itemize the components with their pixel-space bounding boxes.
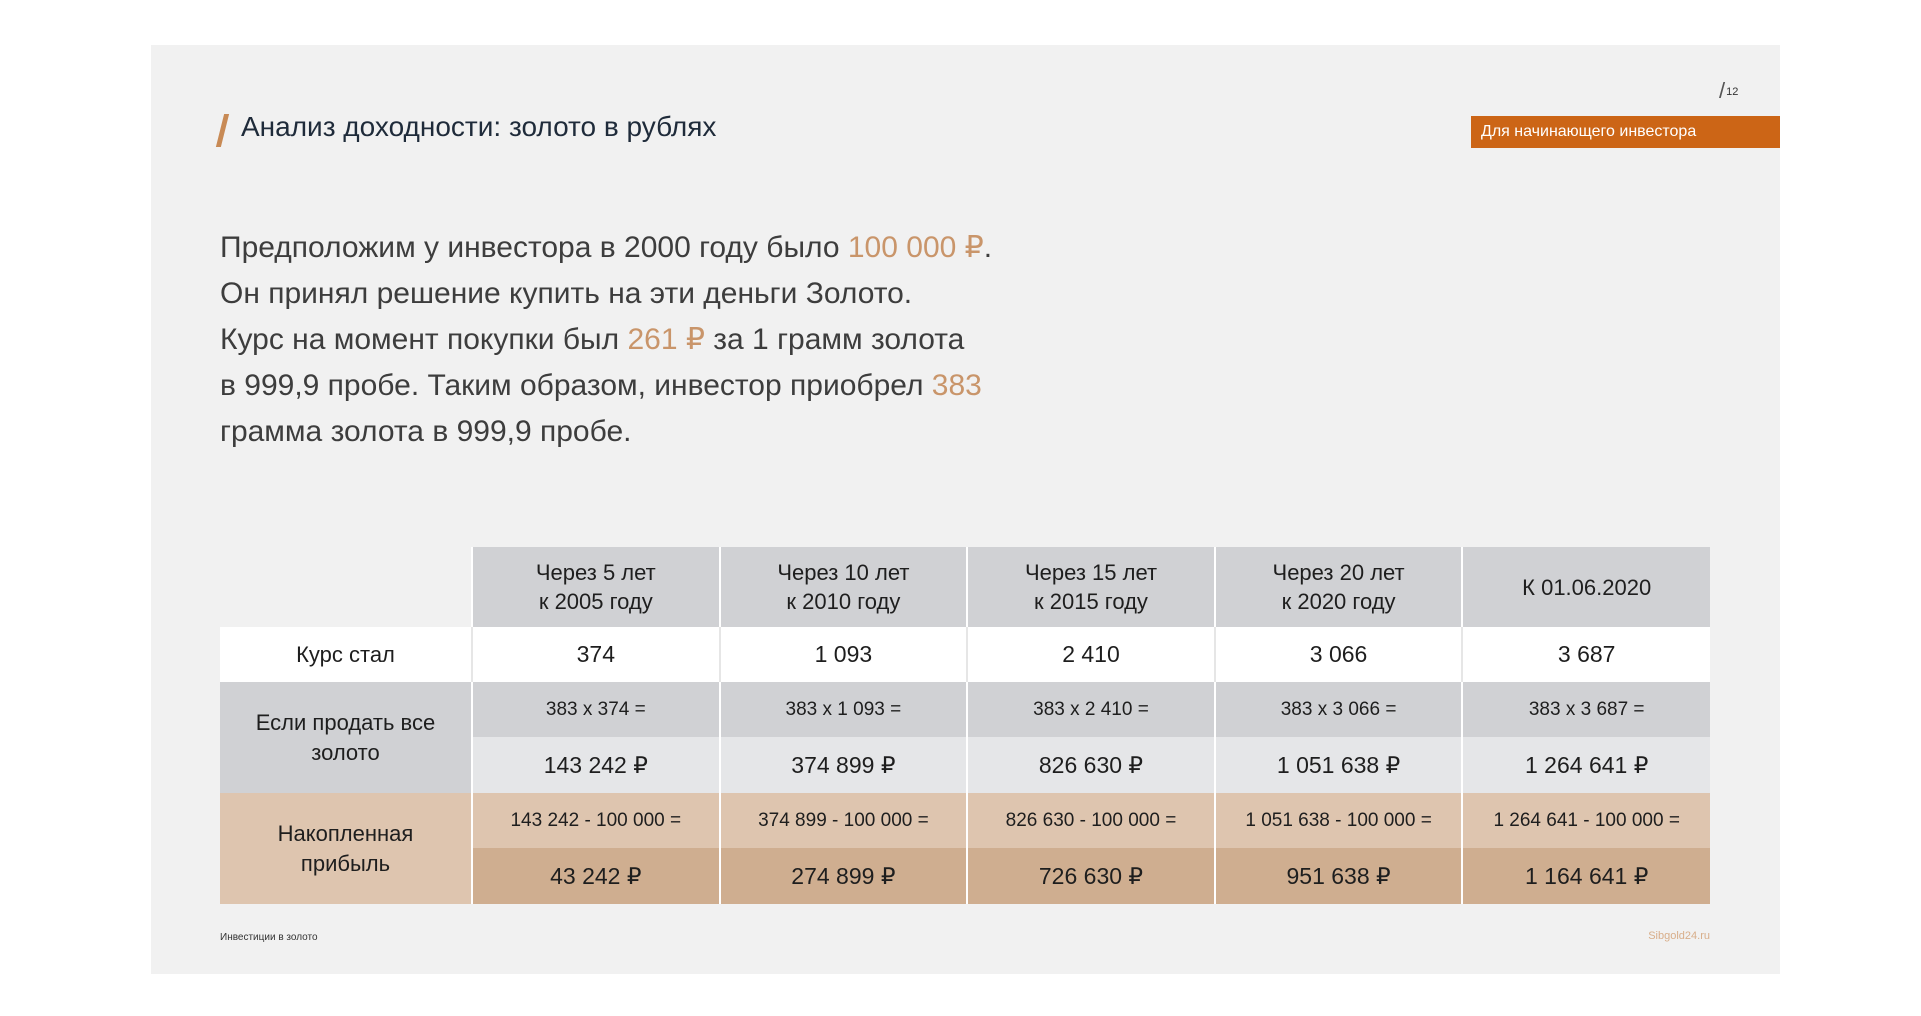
table-header-row	[220, 547, 1710, 627]
profit-formula-cell: 826 630 - 100 000 =	[967, 793, 1215, 848]
sell-formula-cell: 383 x 3 687 =	[1462, 682, 1710, 737]
profit-formula-cell: 143 242 - 100 000 =	[472, 793, 720, 848]
row-label-line: золото	[311, 739, 380, 765]
column-header	[967, 547, 1215, 627]
table-corner-cell	[220, 547, 472, 627]
sell-formula-cell: 383 x 1 093 =	[720, 682, 968, 737]
profit-formula-cell: 1 051 638 - 100 000 =	[1215, 793, 1463, 848]
profit-formula-cell: 374 899 - 100 000 =	[720, 793, 968, 848]
intro-text: Предположим у инвестора в 2000 году было	[220, 231, 848, 264]
column-header	[472, 547, 720, 627]
row-label-sell	[220, 682, 472, 793]
slide	[151, 45, 1780, 974]
profit-value-cell: 951 638 ₽	[1215, 848, 1463, 904]
column-header-line: Через 5 лет	[535, 560, 656, 585]
sell-value-cell: 826 630 ₽	[967, 737, 1215, 793]
intro-line-4	[220, 363, 992, 409]
page-number-value: 12	[1726, 86, 1739, 98]
row-label-line: Если продать все	[255, 709, 436, 735]
sell-formula-cell: 383 x 2 410 =	[967, 682, 1215, 737]
page-number	[1719, 78, 1738, 104]
profit-value-cell: 726 630 ₽	[967, 848, 1215, 904]
grams-purchased: 383	[931, 369, 982, 402]
column-header	[1462, 547, 1710, 627]
row-label-profit	[220, 793, 472, 904]
audience-tag: Для начинающего инвестора	[1471, 116, 1780, 148]
intro-paragraph	[220, 225, 992, 455]
sell-value-cell: 1 264 641 ₽	[1462, 737, 1710, 793]
initial-amount: 100 000 ₽	[847, 231, 984, 264]
returns-table	[220, 547, 1710, 904]
column-header-line: К 01.06.2020	[1522, 574, 1652, 600]
row-label-line: прибыль	[300, 850, 391, 876]
column-header	[720, 547, 968, 627]
rate-cell: 374	[472, 627, 720, 682]
column-header-line: к 2020 году	[1281, 589, 1396, 614]
row-label-rate: Курс стал	[220, 627, 472, 682]
rate-cell: 2 410	[967, 627, 1215, 682]
profit-value-cell: 274 899 ₽	[720, 848, 968, 904]
intro-text: в 999,9 пробе. Таким образом, инвестор приобрел	[220, 369, 932, 402]
column-header-line: Через 10 лет	[777, 560, 910, 585]
sell-formula-cell: 383 x 374 =	[472, 682, 720, 737]
column-header	[1215, 547, 1463, 627]
rate-cell: 3 066	[1215, 627, 1463, 682]
intro-line-5: грамма золота в 999,9 пробе.	[220, 415, 632, 448]
rate-cell: 3 687	[1462, 627, 1710, 682]
profit-value-cell: 1 164 641 ₽	[1462, 848, 1710, 904]
page-title: Анализ доходности: золото в рублях	[241, 111, 717, 142]
column-header-line: к 2005 году	[538, 589, 653, 614]
rate-cell: 1 093	[720, 627, 968, 682]
sell-formula-cell: 383 x 3 066 =	[1215, 682, 1463, 737]
sell-value-cell: 143 242 ₽	[472, 737, 720, 793]
table-row-rate	[220, 627, 1710, 682]
intro-line-3	[220, 317, 992, 363]
intro-line-1	[220, 225, 992, 271]
row-label-line: Накопленная	[277, 820, 414, 846]
intro-text: Курс на момент покупки был	[220, 323, 628, 356]
title-accent-slash	[216, 114, 229, 147]
intro-line-2: Он принял решение купить на эти деньги Золото.	[220, 277, 913, 310]
page-number-slash: /	[1719, 78, 1726, 103]
intro-text: за 1 грамм золота	[704, 323, 965, 356]
profit-value-cell: 43 242 ₽	[472, 848, 720, 904]
footer-site-link[interactable]: Sibgold24.ru	[1648, 930, 1710, 942]
footer-section-label: Инвестиции в золото	[220, 932, 318, 943]
column-header-line: Через 15 лет	[1024, 560, 1158, 585]
column-header-line: Через 20 лет	[1272, 560, 1405, 585]
column-header-line: к 2010 году	[786, 589, 901, 614]
sell-value-cell: 1 051 638 ₽	[1215, 737, 1463, 793]
intro-text: .	[983, 231, 993, 264]
table-row-profit-formula	[220, 793, 1710, 848]
profit-formula-cell: 1 264 641 - 100 000 =	[1462, 793, 1710, 848]
purchase-price: 261 ₽	[627, 323, 705, 356]
table-row-sell-formula	[220, 682, 1710, 737]
column-header-line: к 2015 году	[1034, 589, 1148, 614]
sell-value-cell: 374 899 ₽	[720, 737, 968, 793]
